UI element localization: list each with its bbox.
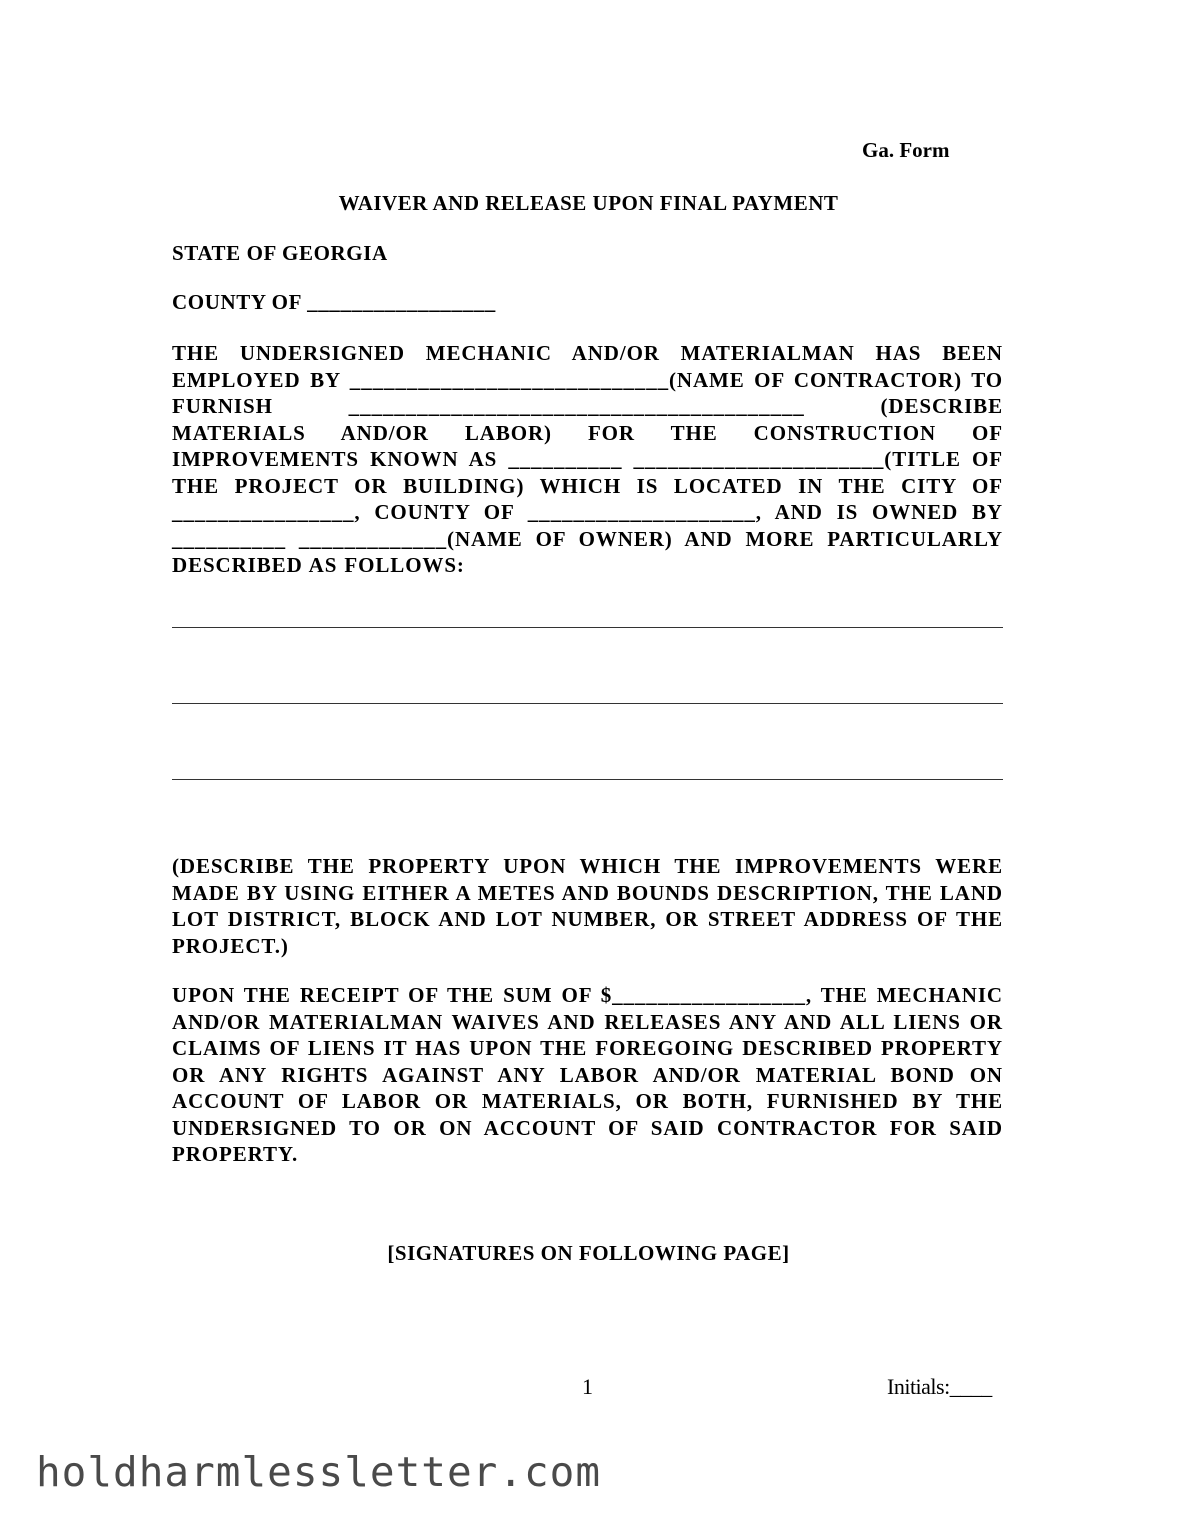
signatures-note: [SIGNATURES ON FOLLOWING PAGE] — [387, 1241, 790, 1265]
state-line: STATE OF GEORGIA — [172, 241, 388, 265]
initials-field: Initials:____ — [887, 1374, 992, 1399]
description-line-3 — [172, 779, 1003, 780]
description-line-2 — [172, 703, 1003, 704]
property-description-instruction: (DESCRIBE THE PROPERTY UPON WHICH THE IMPROVEMENTS WERE MADE BY USING EITHER A METES AND BOUNDS DESCRIPTION, THE LAND LOT DISTRICT, BLOCK AND LOT NUMBER, OR STREET ADDRESS OF THE PROJECT.) — [172, 854, 1003, 958]
description-line-1 — [172, 627, 1003, 628]
employment-paragraph: THE UNDERSIGNED MECHANIC AND/OR MATERIALMAN HAS BEEN EMPLOYED BY ____________________________(NAME OF CONTRACTOR) TO FURNISH ________________________________________ (DESCRIBE MATERIALS AND/OR LABOR) FOR THE CONSTRUCTION OF IMPROVEMENTS KNOWN AS __________ ______________________(TITLE OF THE PROJECT OR BUILDING) WHICH IS LOCATED IN THE CITY OF ________________, COUNTY OF ____________________, AND IS OWNED BY __________ _____________(NAME OF OWNER) AND MORE PARTICULARLY DESCRIBED AS FOLLOWS: — [172, 341, 1003, 577]
watermark: holdharmlessletter.com — [36, 1448, 602, 1496]
page-number: 1 — [582, 1374, 593, 1399]
county-line: COUNTY OF _________________ — [172, 290, 496, 314]
waiver-paragraph: UPON THE RECEIPT OF THE SUM OF $_________________, THE MECHANIC AND/OR MATERIALMAN WAIVES AND RELEASES ANY AND ALL LIENS OR CLAIMS OF LIENS IT HAS UPON THE FOREGOING DESCRIBED PROPERTY OR ANY RIGHTS AGAINST ANY LABOR AND/OR MATERIAL BOND ON ACCOUNT OF LABOR OR MATERIALS, OR BOTH, FURNISHED BY THE UNDERSIGNED TO OR ON ACCOUNT OF SAID CONTRACTOR FOR SAID PROPERTY. — [172, 983, 1003, 1166]
document-title: WAIVER AND RELEASE UPON FINAL PAYMENT — [338, 191, 839, 215]
form-label: Ga. Form — [862, 138, 950, 162]
